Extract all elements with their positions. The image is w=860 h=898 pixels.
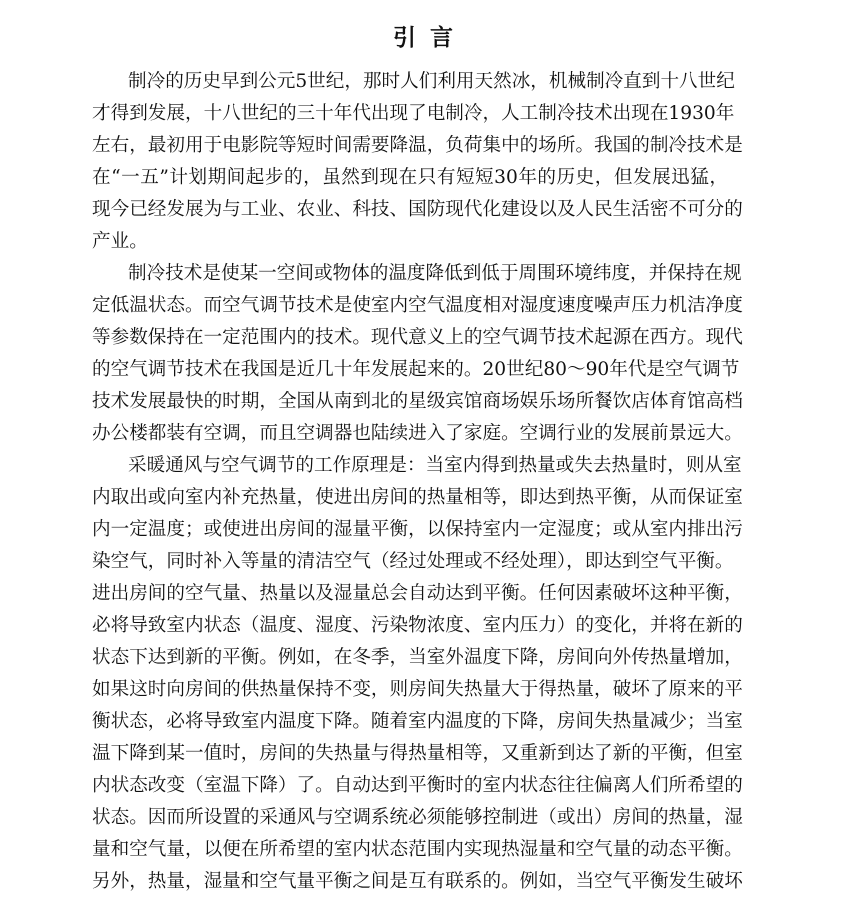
- paragraph-line: 在“一五”计划期间起步的，虽然到现在只有短短30年的历史，但发展迅猛，: [92, 167, 728, 188]
- paragraph-line: 内状态改变（室温下降）了。自动达到平衡时的室内状态往往偏离人们所希望的: [92, 775, 743, 796]
- paragraph-line: 衡状态，必将导致室内温度下降。随着室内温度的下降，房间失热量减少；当室: [92, 711, 743, 732]
- paragraph-line: 的空气调节技术在我国是近几十年发展起来的。20世纪80～90年代是空气调节: [92, 359, 740, 380]
- page-title: 引言: [393, 25, 467, 51]
- paragraph-line: 另外，热量，湿量和空气量平衡之间是互有联系的。例如，当空气平衡发生破坏: [92, 871, 743, 892]
- paragraph-line: 染空气，同时补入等量的清洁空气（经过处理或不经处理），即达到空气平衡。: [92, 551, 734, 572]
- paragraph-line: 进出房间的空气量、热量以及湿量总会自动达到平衡。任何因素破坏这种平衡，: [92, 583, 743, 604]
- paragraph-line: 状态。因而所设置的采通风与空调系统必须能够控制进（或出）房间的热量，湿: [92, 807, 743, 828]
- paragraph-line: 办公楼都装有空调，而且空调器也陆续进入了家庭。空调行业的发展前景远大。: [92, 423, 743, 444]
- paragraph-line: 技术发展最快的时期，全国从南到北的星级宾馆商场娱乐场所餐饮店体育馆高档: [92, 391, 743, 412]
- paragraph-line: 产业。: [92, 231, 148, 252]
- paragraph-line: 内一定温度；或使进出房间的湿量平衡，以保持室内一定湿度；或从室内排出污: [92, 519, 743, 540]
- paragraph-line: 内取出或向室内补充热量，使进出房间的热量相等，即达到热平衡，从而保证室: [92, 487, 743, 508]
- paragraph-line: 状态下达到新的平衡。例如，在冬季，当室外温度下降，房间向外传热量增加，: [92, 647, 743, 668]
- paragraph-line: 如果这时向房间的供热量保持不变，则房间失热量大于得热量，破坏了原来的平: [92, 679, 743, 700]
- paragraph-line: 现今已经发展为与工业、农业、科技、国防现代化建设以及人民生活密不可分的: [92, 199, 743, 220]
- paragraph-line: 必将导致室内状态（温度、湿度、污染物浓度、室内压力）的变化，并将在新的: [92, 615, 743, 636]
- paragraph-line: 等参数保持在一定范围内的技术。现代意义上的空气调节技术起源在西方。现代: [92, 327, 743, 348]
- paragraph-line: 才得到发展，十八世纪的三十年代出现了电制冷，人工制冷技术出现在1930年: [92, 103, 735, 124]
- paragraph-line: 采暖通风与空气调节的工作原理是：当室内得到热量或失去热量时，则从室: [128, 455, 742, 476]
- paragraph-line: 制冷技术是使某一空间或物体的温度降低到低于周围环境纬度，并保持在规: [128, 263, 742, 284]
- paragraph-line: 左右，最初用于电影院等短时间需要降温，负荷集中的场所。我国的制冷技术是: [92, 135, 743, 156]
- paragraph-line: 量和空气量，以便在所希望的室内状态范围内实现热湿量和空气量的动态平衡。: [92, 839, 743, 860]
- paragraph-line: 定低温状态。而空气调节技术是使室内空气温度相对湿度速度噪声压力机洁净度: [92, 295, 743, 316]
- paragraph-line: 温下降到某一值时，房间的失热量与得热量相等，又重新到达了新的平衡，但室: [92, 743, 743, 764]
- paragraph-line: 制冷的历史早到公元5世纪，那时人们利用天然冰，机械制冷直到十八世纪: [128, 71, 735, 92]
